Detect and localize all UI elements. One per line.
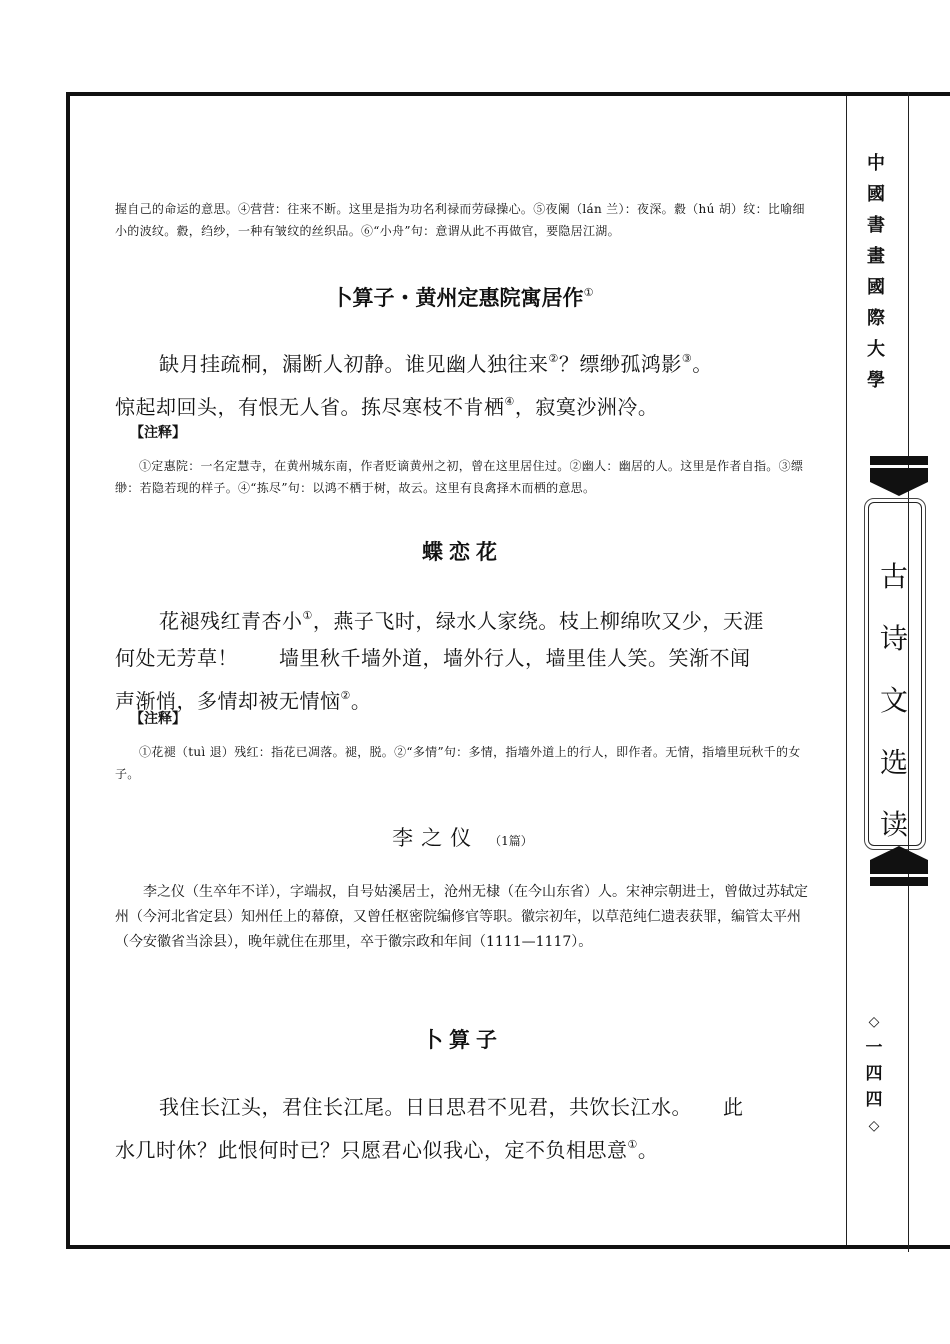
poem2-title: 蝶恋花 <box>422 540 503 564</box>
poem1-notes: ①定惠院：一名定慧寺，在黄州城东南，作者贬谪黄州之初，曾在这里居住过。②幽人：幽居的人。这里是作者自指。③缥缈：若隐若现的样子。④“拣尽”句：以鸿不栖于树，故云。这里有良禽择木而栖的意思。 <box>115 459 804 495</box>
poem1-body: 缺月挂疏桐，漏断人初静。谁见幽人独往来②？缥缈孤鸿影③。 惊起却回头，有恨无人省。拣尽寒枝不肯栖④，寂寞沙洲冷。 <box>115 352 713 419</box>
section-title: 古 诗 文 选 读 <box>879 560 908 841</box>
top-bar <box>870 456 928 465</box>
poem3-body: 我住长江头，君住长江尾。日日思君不见君，共饮长江水。 此 水几时休？此恨何时已？只愿君心似我心，定不负相思意①。 <box>115 1095 744 1162</box>
diamond-icon: ◇ <box>868 1014 880 1030</box>
poem1-notes-label: 【注释】 <box>130 425 186 441</box>
poem1-title: 卜算子・黄州定惠院寓居作① <box>331 286 594 310</box>
poem2-body: 花褪残红青杏小①，燕子飞时，绿水人家绕。枝上柳绵吹又少，天涯 何处无芳草！ 墙里秋千墙外道，墙外行人，墙里佳人笑。笑渐不闻 声渐悄，多情却被无情恼②。 <box>115 609 764 713</box>
poem3-title: 卜算子 <box>422 1028 503 1052</box>
poem2-notes-label: 【注释】 <box>130 711 186 727</box>
author-bio: 李之仪（生卒年不详），字端叔，自号姑溪居士，沧州无棣（在今山东省）人。宋神宗朝进士，曾做过苏轼定州（今河北省定县）知州任上的幕僚，又曾任枢密院编修官等职。徽宗初年，以草范纯仁遗表获罪，编管太平州（今安徽省当涂县），晚年就住在那里，卒于徽宗政和年间（1111—1117）。 <box>115 884 808 950</box>
top-chevron-ornament <box>870 468 928 496</box>
author-heading: 李之仪 （1篇） <box>392 826 533 850</box>
publisher-name: 中 國 書 畫 國 際 大 學 <box>867 153 885 391</box>
section-label-box <box>862 456 928 886</box>
page-number: ◇ 一 四 四 ◇ <box>857 1009 891 1139</box>
bottom-bar <box>870 877 928 886</box>
sidebar-rule-left <box>846 96 847 1245</box>
bottom-chevron-ornament <box>870 846 928 874</box>
top-note: 握自己的命运的意思。④营营：往来不断。这里是指为功名利禄而劳碌操心。⑤夜阑（lán 兰）：夜深。縠（hú 胡）纹：比喻细小的波纹。縠，绉纱，一种有皱纹的丝织品。⑥“小舟”句：意谓从此不再做官，要隐居江湖。 <box>115 202 805 238</box>
diamond-icon: ◇ <box>868 1118 880 1134</box>
poem2-notes: ①花褪（tuì 退）残红：指花已凋落。褪，脱。②“多情”句：多情，指墙外道上的行人，即作者。无情，指墙里玩秋千的女子。 <box>115 745 801 781</box>
